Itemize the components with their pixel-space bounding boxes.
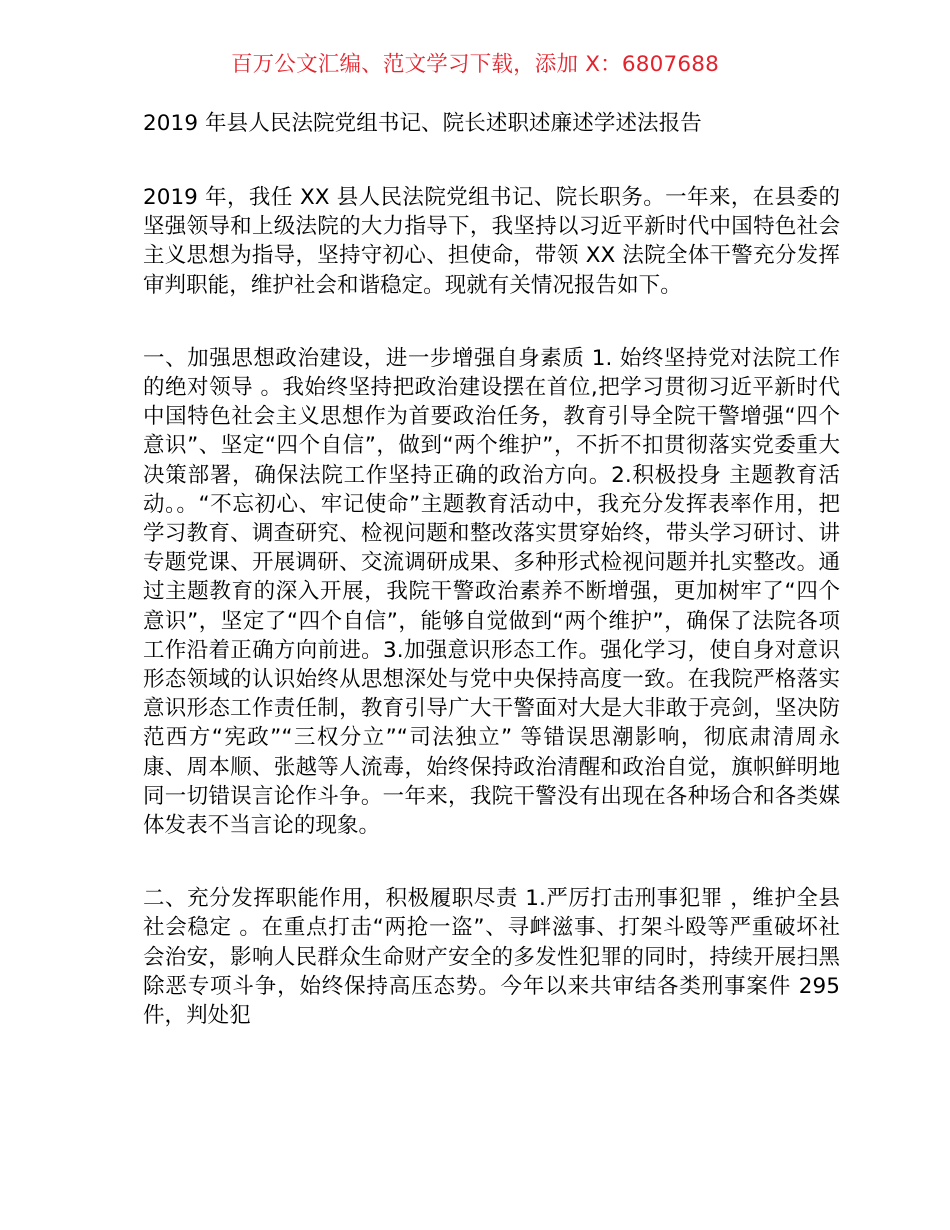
paragraph-section-one: 一、加强思想政治建设，进一步增强自身素质 1. 始终坚持党对法院工作的绝对领导 。我始终坚持把政治建设摆在首位,把学习贯彻习近平新时代中国特色社会主义思想作为首要政治任务，教育引导全院干警增强“四个意识”、坚定“四个自信”，做到“两个维护”，不折不扣贯彻落实党委重大决策部署，确保法院工作坚持正确的政治方向。2.积极投身 主题教育活动。。“不忘初心、牢记使命”主题教育活动中，我充分发挥表率作用，把学习教育、调查研究、检视问题和整改落实贯穿始终，带头学习研讨、讲专题党课、开展调研、交流调研成果、多种形式检视问题并扎实整改。通过主题教育的深入开展，我院干警政治素养不断增强，更加树牢了“四个意识”，坚定了“四个自信”，能够自觉做到“两个维护”，确保了法院各项工作沿着正确方向前进。3.加强意识形态工作。强化学习，使自身对意识形态领域的认识始终从思想深处与党中央保持高度一致。在我院严格落实意识形态工作责任制，教育引导广大干警面对大是大非敢于亮剑，坚决防范西方“宪政”“三权分立”“司法独立” 等错误思潮影响，彻底肃清周永康、周本顺、张越等人流毒，始终保持政治清醒和政治自觉，旗帜鲜明地同一切错误言论作斗争。一年来，我院干警没有出现在各种场合和各类媒体发表不当言论的现象。 — [143, 345, 840, 839]
document-body — [143, 108, 840, 1030]
paragraph-intro: 2019 年，我任 XX 县人民法院党组书记、院长职务。一年来，在县委的坚强领导和上级法院的大力指导下，我坚持以习近平新时代中国特色社会主义思想为指导，坚持守初心、担使命，带领 XX 法院全体干警充分发挥审判职能，维护社会和谐稳定。现就有关情况报告如下。 — [143, 185, 840, 298]
promo-banner: 百万公文汇编、范文学习下载，添加 X：6807688 — [230, 52, 720, 77]
page-title: 2019 年县人民法院党组书记、院长述职述廉述学述法报告 — [143, 111, 702, 136]
paragraph-section-two: 二、充分发挥职能作用，积极履职尽责 1.严厉打击刑事犯罪 ，维护全县社会稳定 。在重点打击“两抢一盗”、寻衅滋事、打架斗殴等严重破坏社会治安，影响人民群众生命财产安全的多发性犯罪的同时，持续开展扫黑除恶专项斗争，始终保持高压态势。今年以来共审结各类刑事案件 295 件，判处犯 — [143, 886, 840, 1029]
